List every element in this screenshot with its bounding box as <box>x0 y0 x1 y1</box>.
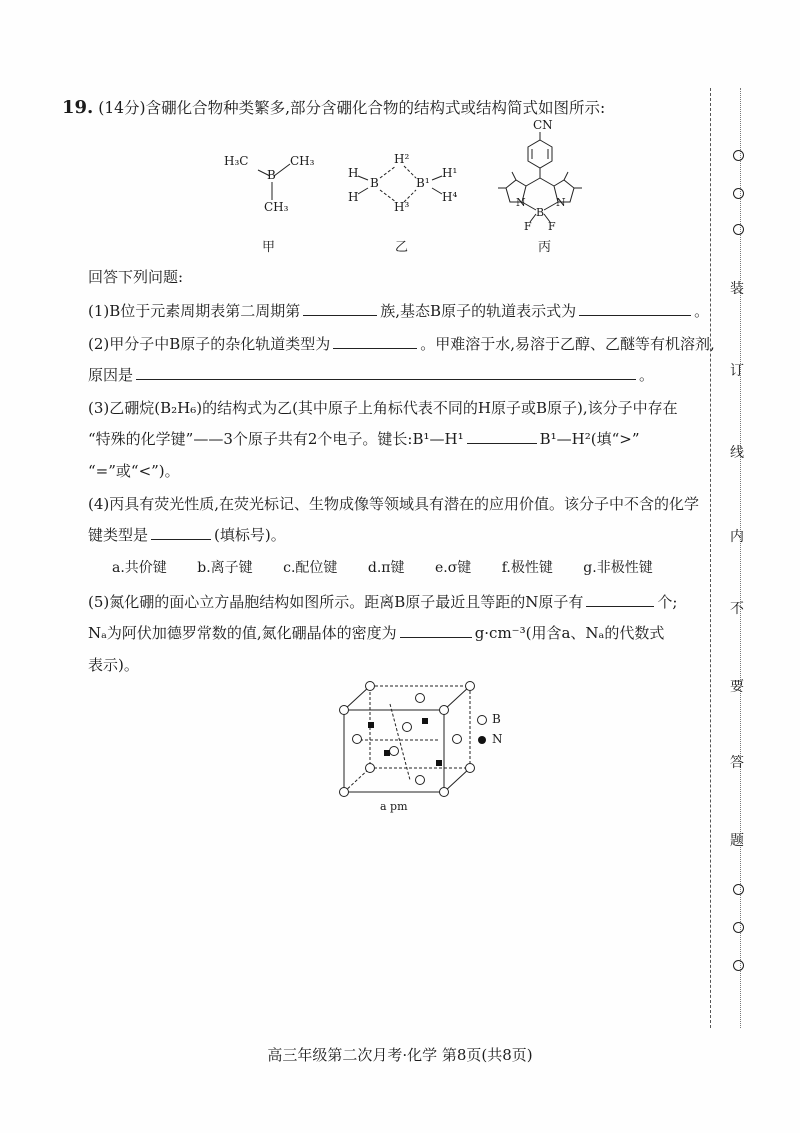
part-2 <box>88 333 715 354</box>
bing-n-left: N <box>516 196 526 209</box>
part-1 <box>88 300 709 321</box>
binding-char: 订 <box>730 363 744 379</box>
caption-bing: 丙 <box>538 240 552 255</box>
binding-char: 装 <box>730 281 744 297</box>
p5-text-b: 个; <box>657 593 678 611</box>
binding-hole <box>733 188 744 199</box>
p3-text-b: “特殊的化学键”——3个原子共有2个电子。键长:B¹—H¹ <box>88 430 464 448</box>
question-intro <box>62 96 605 118</box>
p2-text-a: (2)甲分子中B原子的杂化轨道类型为 <box>88 335 331 353</box>
p1-text-a: (1)B位于元素周期表第二周期第 <box>88 302 301 320</box>
binding-char: 不 <box>730 601 744 617</box>
yi-h-left-top: H <box>348 166 359 180</box>
yi-h1: H¹ <box>442 166 458 180</box>
binding-char: 要 <box>730 679 744 695</box>
p1-text-b: 族,基态B原子的轨道表示式为 <box>380 302 577 320</box>
yi-h3: H³ <box>394 200 410 214</box>
bing-b: B <box>536 206 545 219</box>
binding-margin <box>720 88 780 1028</box>
bing-n-right: N <box>556 196 566 209</box>
p1-blank-group[interactable] <box>303 301 377 316</box>
p5-text-d: g·cm⁻³(用含a、Nₐ的代数式 <box>474 624 665 642</box>
legend-b: B <box>492 712 501 726</box>
part-5-line2 <box>88 622 664 643</box>
question-intro-text: (14分)含硼化合物种类繁多,部分含硼化合物的结构式或结构简式如图所示: <box>98 99 606 117</box>
p4-text-b: 键类型是 <box>88 526 149 544</box>
p2-text-d: 。 <box>639 366 655 384</box>
option-b: b.离子键 <box>197 560 253 576</box>
legend-n: N <box>492 732 503 746</box>
caption-yi: 乙 <box>395 240 409 255</box>
binding-char: 答 <box>730 755 744 771</box>
p3-text-c: B¹—H²(填“>” <box>539 430 640 448</box>
part-2-reason <box>88 364 654 385</box>
p2-blank-hybrid[interactable] <box>333 334 417 349</box>
yi-h-left-bottom: H <box>348 190 359 204</box>
p5-blank-count[interactable] <box>586 592 654 607</box>
option-d: d.π键 <box>367 560 405 576</box>
p4-text-c: (填标号)。 <box>214 526 286 544</box>
part-4: (4)丙具有荧光性质,在荧光标记、生物成像等领域具有潜在的应用价值。该分子中不含的化学 <box>88 495 700 513</box>
p2-text-b: 。甲难溶于水,易溶于乙醇、乙醚等有机溶剂, <box>420 335 715 353</box>
p5-text-a: (5)氮化硼的面心立方晶胞结构如图所示。距离B原子最近且等距的N原子有 <box>88 593 584 611</box>
p2-blank-reason[interactable] <box>136 365 636 380</box>
option-c: c.配位键 <box>283 560 338 576</box>
crystal-cell-figure <box>330 680 510 820</box>
yi-b1: B¹ <box>416 176 430 190</box>
p1-blank-orbital[interactable] <box>579 301 691 316</box>
p2-text-c: 原因是 <box>88 366 134 384</box>
binding-line-left <box>710 88 711 1028</box>
binding-char: 内 <box>730 529 744 545</box>
structure-bing <box>490 118 590 236</box>
binding-hole <box>733 884 744 895</box>
part-3-line2 <box>88 428 640 449</box>
yi-h2: H² <box>394 152 410 166</box>
option-a: a.共价键 <box>112 560 167 576</box>
binding-hole <box>733 922 744 933</box>
question-number: 19. <box>62 97 94 118</box>
edge-label: a pm <box>380 800 408 813</box>
binding-char: 线 <box>730 445 744 461</box>
answer-prompt: 回答下列问题: <box>88 268 184 286</box>
jia-b: B <box>267 168 276 182</box>
part-3: (3)乙硼烷(B₂H₆)的结构式为乙(其中原子上角标代表不同的H原子或B原子),该分子中存在 <box>88 399 678 417</box>
jia-ch3-bottom: CH₃ <box>264 200 289 214</box>
option-e: e.σ键 <box>434 560 472 576</box>
p5-blank-density[interactable] <box>400 623 472 638</box>
jia-ch3-left: H₃C <box>224 154 249 168</box>
part-5-line3: 表示)。 <box>88 656 139 674</box>
binding-hole <box>733 150 744 161</box>
option-f: f.极性键 <box>501 560 553 576</box>
caption-jia: 甲 <box>262 240 276 255</box>
structure-yi <box>340 150 460 220</box>
p1-text-c: 。 <box>694 302 710 320</box>
part-5 <box>88 591 677 612</box>
part-3-line3: “=”或“<”)。 <box>88 462 180 480</box>
p4-blank[interactable] <box>151 525 211 540</box>
binding-char: 题 <box>730 833 744 849</box>
binding-hole <box>733 960 744 971</box>
jia-ch3-right: CH₃ <box>290 154 315 168</box>
option-g: g.非极性键 <box>583 560 653 576</box>
crystal-cell-svg <box>330 680 510 800</box>
yi-h4: H⁴ <box>442 190 458 204</box>
bing-cn: CN <box>533 118 553 132</box>
part-4-options <box>112 557 653 577</box>
structure-jia <box>218 150 328 220</box>
part-4-line2 <box>88 524 286 545</box>
p3-blank-bond[interactable] <box>467 429 537 444</box>
page-footer: 高三年级第二次月考·化学 第8页(共8页) <box>267 1046 533 1064</box>
binding-hole <box>733 224 744 235</box>
bing-f-left: F <box>524 220 532 233</box>
p5-text-c: Nₐ为阿伏加德罗常数的值,氮化硼晶体的密度为 <box>88 624 397 642</box>
bing-f-right: F <box>548 220 556 233</box>
yi-b-left: B <box>370 176 379 190</box>
